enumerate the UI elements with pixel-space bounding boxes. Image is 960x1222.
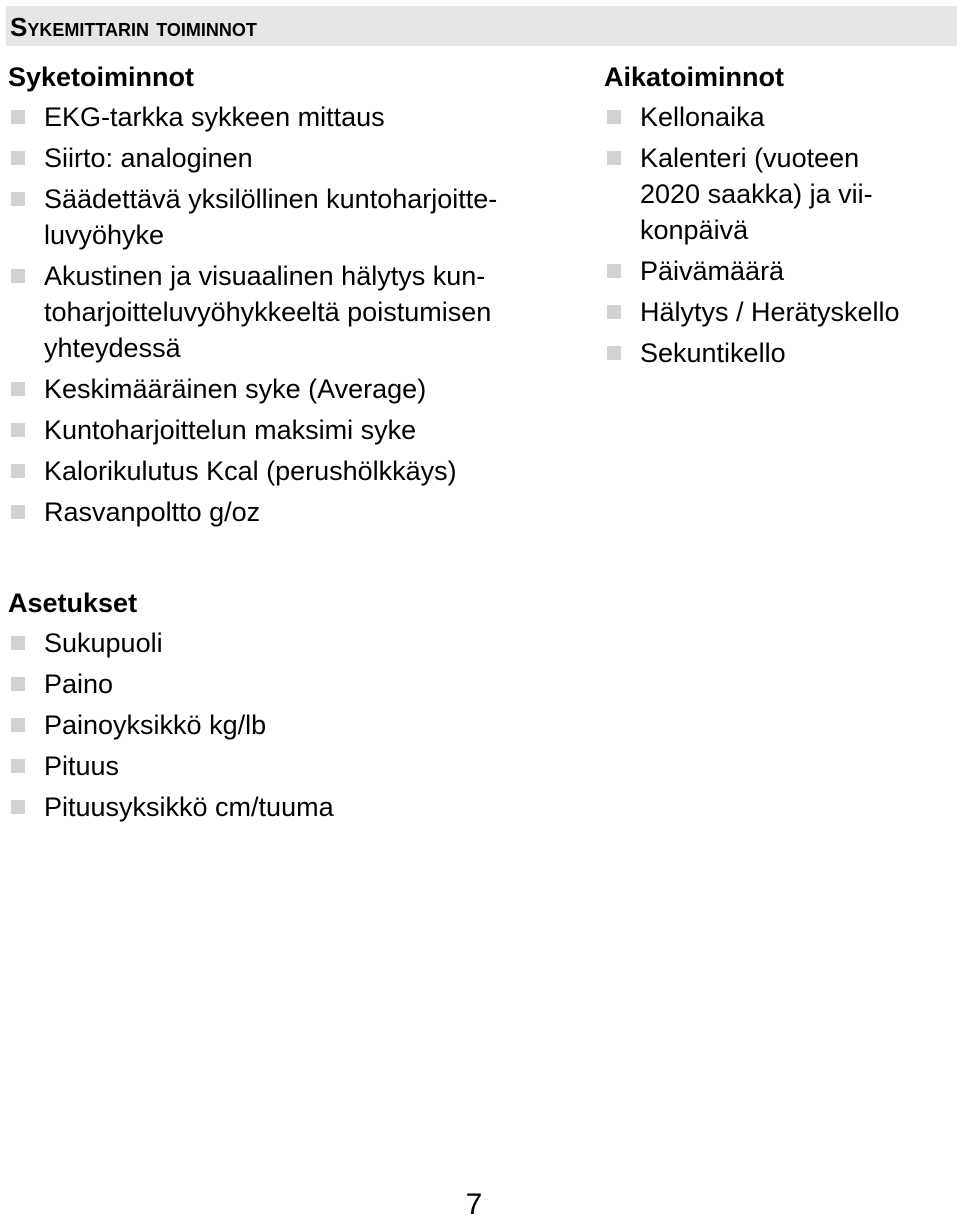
list-item (8, 371, 568, 407)
list-item-text: Painoyksikkö kg/lb (44, 710, 267, 740)
list-item (604, 140, 944, 248)
square-bullet-icon (11, 110, 25, 124)
list-item (8, 748, 568, 784)
square-bullet-icon (11, 423, 25, 437)
list-item (8, 258, 568, 366)
feature-list (8, 625, 568, 825)
list-item-text: Hälytys / Herätyskello (640, 297, 900, 327)
list-item-text: Säädettävä yksilöllinen kuntoharjoitte- luvyöhyke (44, 184, 498, 250)
square-bullet-icon (607, 264, 621, 278)
list-item-text: EKG-tarkka sykkeen mittaus (44, 102, 385, 132)
list-item-text: Akustinen ja visuaalinen hälytys kun- toharjoitteluvyöhykkeeltä poistumisen yhteydessä (44, 261, 492, 363)
list-item-text: Kalenteri (vuoteen 2020 saakka) ja vii- konpäivä (640, 143, 873, 245)
list-item (8, 412, 568, 448)
square-bullet-icon (11, 151, 25, 165)
list-item (604, 99, 944, 135)
section-asetukset (8, 588, 568, 830)
list-item (8, 666, 568, 702)
page-number: 7 (465, 1188, 483, 1221)
section-aikatoiminnot (604, 62, 944, 376)
square-bullet-icon (11, 269, 25, 283)
list-item-text: Rasvanpoltto g/oz (44, 497, 261, 527)
square-bullet-icon (11, 636, 25, 650)
list-item-text: Siirto: analoginen (44, 143, 253, 173)
list-item-text: Sekuntikello (640, 338, 786, 368)
list-item-text: Pituusyksikkö cm/tuuma (44, 792, 334, 822)
list-item (8, 99, 568, 135)
square-bullet-icon (11, 759, 25, 773)
square-bullet-icon (607, 346, 621, 360)
section-heading: Syketoiminnot (8, 62, 195, 92)
list-item (8, 707, 568, 743)
list-item (604, 253, 944, 289)
list-item-text: Kalorikulutus Kcal (perushölkkäys) (44, 456, 457, 486)
list-item-text: Kuntoharjoittelun maksimi syke (44, 415, 417, 445)
section-heading: Asetukset (8, 588, 138, 618)
title-bar (6, 6, 957, 46)
list-item-text: Pituus (44, 751, 120, 781)
square-bullet-icon (607, 151, 621, 165)
list-item-text: Päivämäärä (640, 256, 785, 286)
list-item (8, 625, 568, 661)
square-bullet-icon (11, 677, 25, 691)
list-item-text: Paino (44, 669, 114, 699)
square-bullet-icon (11, 192, 25, 206)
square-bullet-icon (11, 800, 25, 814)
square-bullet-icon (607, 110, 621, 124)
square-bullet-icon (607, 305, 621, 319)
list-item (8, 181, 568, 253)
list-item-text: Kellonaika (640, 102, 765, 132)
square-bullet-icon (11, 718, 25, 732)
page-title: Sykemittarin toiminnot (10, 12, 257, 42)
square-bullet-icon (11, 505, 25, 519)
feature-list (8, 99, 568, 530)
section-heading: Aikatoiminnot (604, 62, 784, 92)
list-item (8, 140, 568, 176)
list-item-text: Keskimääräinen syke (Average) (44, 374, 427, 404)
square-bullet-icon (11, 464, 25, 478)
list-item (604, 335, 944, 371)
list-item-text: Sukupuoli (44, 628, 163, 658)
list-item (8, 453, 568, 489)
list-item (8, 494, 568, 530)
square-bullet-icon (11, 382, 25, 396)
list-item (8, 789, 568, 825)
feature-list (604, 99, 944, 371)
list-item (604, 294, 944, 330)
section-syketoiminnot (8, 62, 568, 535)
